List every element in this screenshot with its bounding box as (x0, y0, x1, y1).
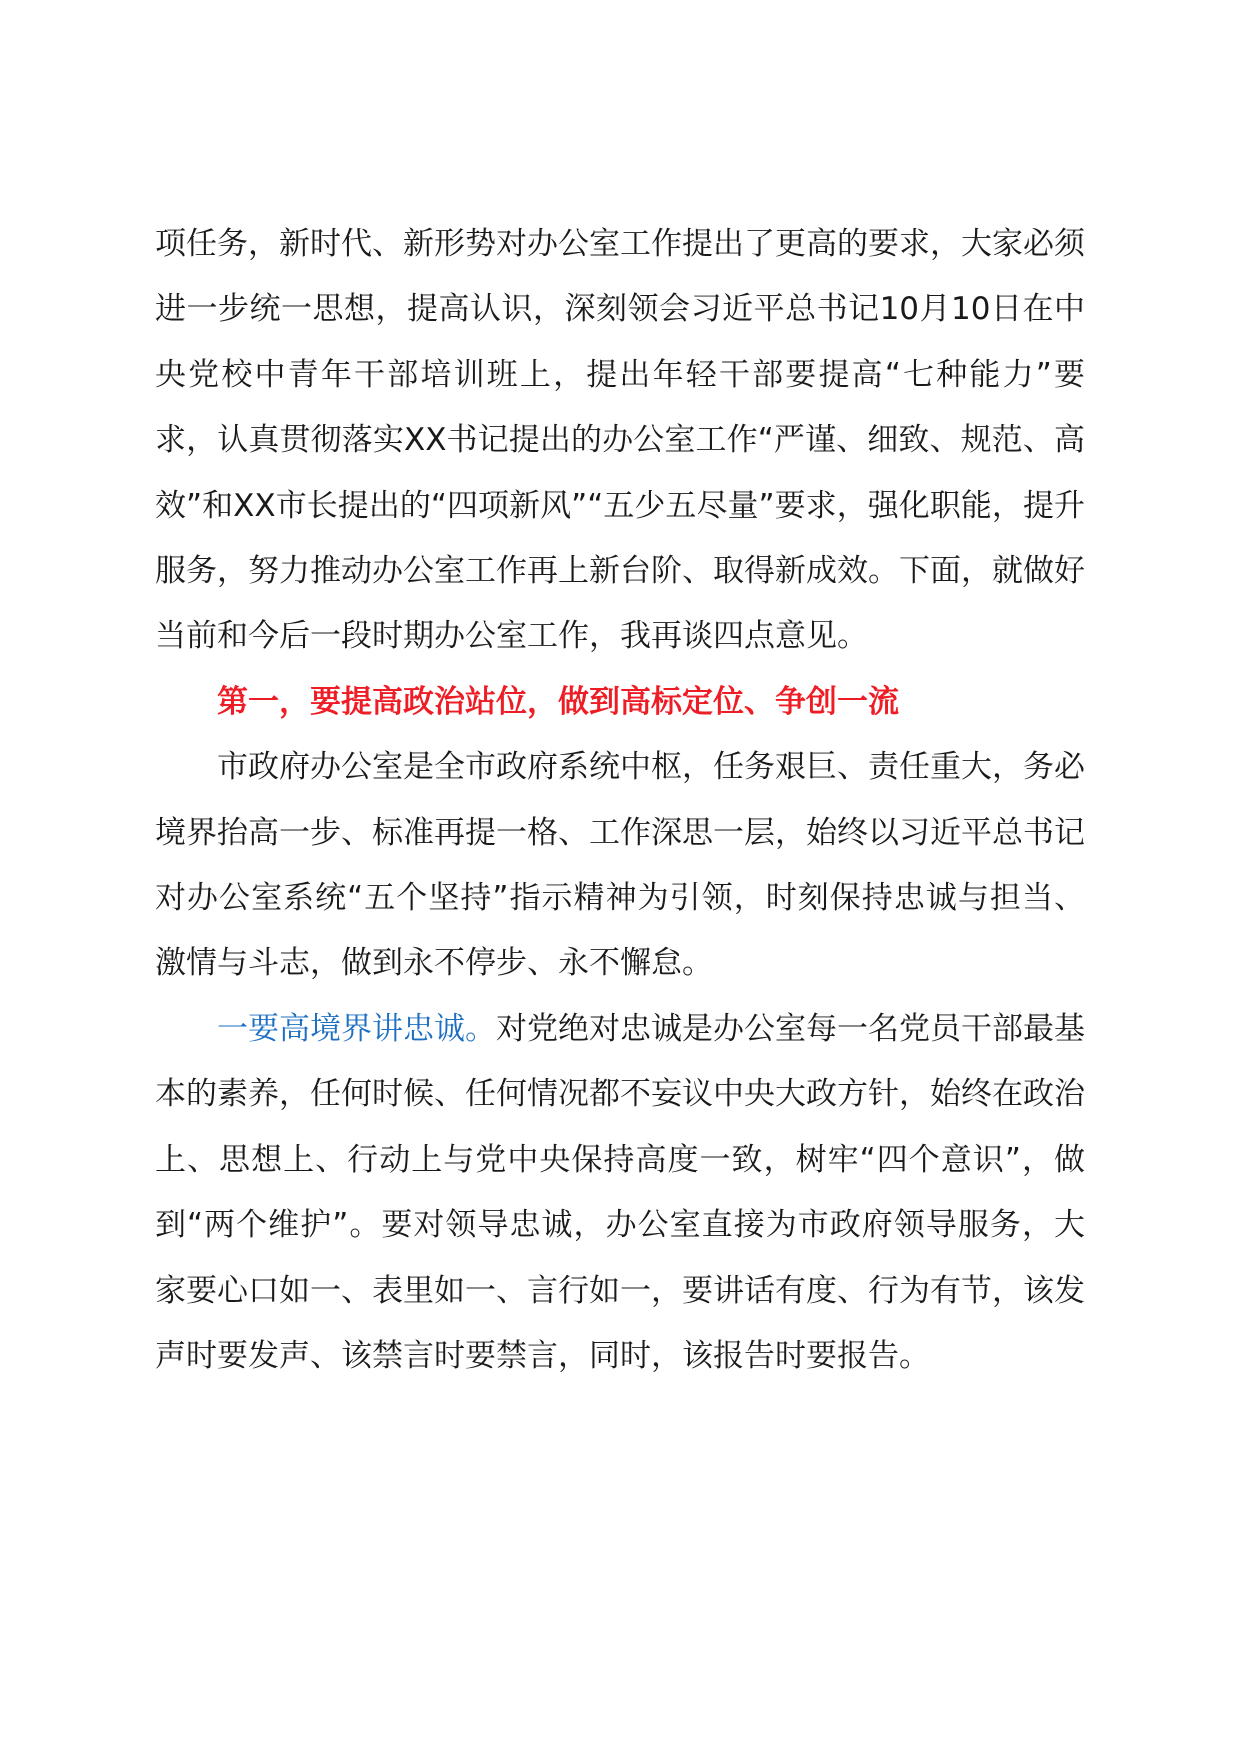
paragraph-loyalty (155, 997, 1085, 1389)
paragraph-office-role: 市政府办公室是全市政府系统中枢，任务艰巨、责任重大，务必境界抬高一步、标准再提一格、工作深思一层，始终以习近平总书记对办公室系统“五个坚持”指示精神为引领，时刻保持忠诚与担当、激情与斗志，做到永不停步、永不懈怠。 (155, 749, 1085, 982)
paragraph-intro: 项任务，新时代、新形势对办公室工作提出了更高的要求，大家必须进一步统一思想，提高认识，深刻领会习近平总书记10月10日在中央党校中青年干部培训班上，提出年轻干部要提高“七种能力”要求，认真贯彻落实XX书记提出的办公室工作“严谨、细致、规范、高效”和XX市长提出的“四项新风”“五少五尽量”要求，强化职能，提升服务，努力推动办公室工作再上新台阶、取得新成效。下面，就做好当前和今后一段时期办公室工作，我再谈四点意见。 (155, 226, 1085, 655)
paragraph-loyalty-body: 对党绝对忠诚是办公室每一名党员干部最基本的素养，任何时候、任何情况都不妄议中央大政方针，始终在政治上、思想上、行动上与党中央保持高度一致，树牢“四个意识”，做到“两个维护”。要对领导忠诚，办公室直接为市政府领导服务，大家要心口如一、表里如一、言行如一，要讲话有度、行为有节，该发声时要发声、该禁言时要禁言，同时，该报告时要报告。 (155, 1010, 1085, 1374)
document-body (155, 212, 1085, 1389)
section-heading: 第一，要提高政治站位，做到高标定位、争创一流 (217, 683, 899, 720)
paragraph-lead-phrase: 一要高境界讲忠诚。 (217, 1010, 496, 1047)
